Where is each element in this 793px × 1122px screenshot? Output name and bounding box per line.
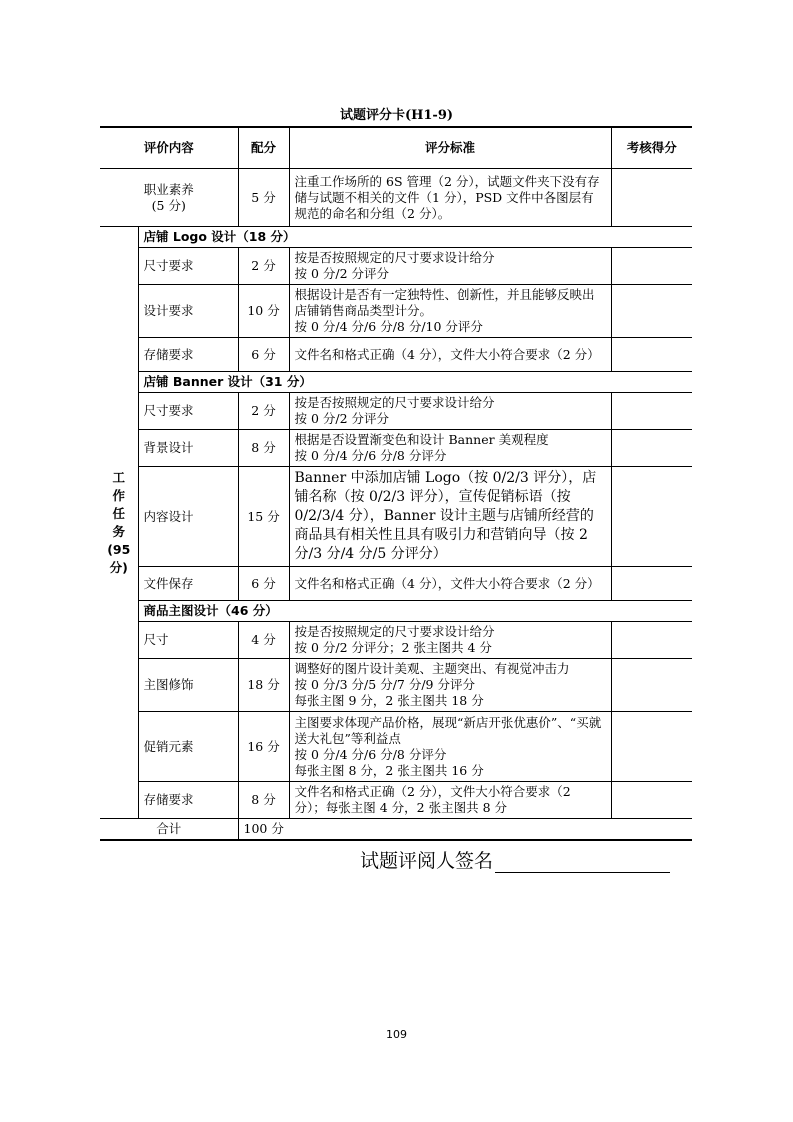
item-standard: 按是否按照规定的尺寸要求设计给分 按 0 分/2 分评分 [289,393,611,430]
item-assess-cell[interactable] [611,430,692,467]
item-score: 6 分 [238,567,289,601]
item-score: 18 分 [238,659,289,712]
item-row [100,467,692,567]
item-name: 尺寸要求 [138,248,238,285]
item-name: 设计要求 [138,285,238,338]
item-assess-cell[interactable] [611,285,692,338]
item-assess-cell[interactable] [611,467,692,567]
work-task-label [100,227,138,819]
header-content: 评价内容 [100,127,238,169]
work-task-label-char: 务 [112,523,125,539]
item-row [100,622,692,659]
item-score: 8 分 [238,782,289,819]
item-score: 2 分 [238,248,289,285]
item-assess-cell[interactable] [611,393,692,430]
total-row [100,819,692,841]
item-standard: 主图要求体现产品价格，展现“新店开张优惠价”、“买就送大礼包”等利益点 按 0 分/4 分/6 分/8 分评分 每张主图 8 分，2 张主图共 16 分 [289,712,611,782]
item-name: 主图修饰 [138,659,238,712]
professional-label: 职业素养 [143,181,194,197]
item-assess-cell[interactable] [611,567,692,601]
work-task-label-char: 分) [109,559,128,575]
item-standard: 按是否按照规定的尺寸要求设计给分 按 0 分/2 分评分；2 张主图共 4 分 [289,622,611,659]
item-row [100,338,692,372]
item-name: 尺寸 [138,622,238,659]
item-name: 存储要求 [138,782,238,819]
header-assess: 考核得分 [611,127,692,169]
professional-assess-cell[interactable] [611,169,692,227]
section-title: 商品主图设计（46 分） [138,601,692,622]
professional-label-cell [100,169,238,227]
professional-label-score: (5 分) [151,197,186,213]
signature-label: 试题评阅人签名 [360,850,494,872]
item-score: 8 分 [238,430,289,467]
work-task-label-char: (95 [107,541,131,557]
section-title: 店铺 Logo 设计（18 分） [138,227,692,248]
signature-area [360,846,670,873]
professional-row [100,169,692,227]
item-name: 文件保存 [138,567,238,601]
header-row [100,127,692,169]
item-name: 促销元素 [138,712,238,782]
item-score: 15 分 [238,467,289,567]
item-assess-cell[interactable] [611,782,692,819]
work-task-label-char: 工 [112,469,125,485]
section-title: 店铺 Banner 设计（31 分） [138,372,692,393]
professional-standard: 注重工作场所的 6S 管理（2 分），试题文件夹下没有存储与试题不相关的文件（1 分），PSD 文件中各图层有规范的命名和分组（2 分）。 [289,169,611,227]
section-header-row [100,601,692,622]
item-assess-cell[interactable] [611,622,692,659]
signature-line[interactable] [495,853,670,873]
page-number: 109 [386,1028,407,1041]
header-standard: 评分标准 [289,127,611,169]
work-task-label-char: 任 [112,505,125,521]
item-row [100,393,692,430]
item-row [100,430,692,467]
item-name: 内容设计 [138,467,238,567]
item-name: 存储要求 [138,338,238,372]
item-standard: 文件名和格式正确（2 分），文件大小符合要求（2 分）；每张主图 4 分，2 张主图共 8 分 [289,782,611,819]
item-standard: 根据设计是否有一定独特性、创新性，并且能够反映出店铺销售商品类型计分。 按 0 分/4 分/6 分/8 分/10 分评分 [289,285,611,338]
item-standard: 调整好的图片设计美观、主题突出、有视觉冲击力 按 0 分/3 分/5 分/7 分/9 分评分 每张主图 9 分，2 张主图共 18 分 [289,659,611,712]
item-standard: 文件名和格式正确（4 分），文件大小符合要求（2 分） [289,338,611,372]
score-card-table [100,126,692,841]
item-standard: 根据是否设置渐变色和设计 Banner 美观程度 按 0 分/4 分/6 分/8 分评分 [289,430,611,467]
item-score: 16 分 [238,712,289,782]
item-row [100,285,692,338]
item-assess-cell[interactable] [611,338,692,372]
item-name: 背景设计 [138,430,238,467]
professional-score: 5 分 [238,169,289,227]
header-score: 配分 [238,127,289,169]
item-score: 6 分 [238,338,289,372]
section-header-row [100,227,692,248]
item-score: 10 分 [238,285,289,338]
section-header-row [100,372,692,393]
item-standard: 文件名和格式正确（4 分），文件大小符合要求（2 分） [289,567,611,601]
item-row [100,712,692,782]
item-assess-cell[interactable] [611,712,692,782]
work-task-label-char: 作 [112,487,125,503]
item-score: 4 分 [238,622,289,659]
item-assess-cell[interactable] [611,248,692,285]
item-row [100,248,692,285]
item-standard: 按是否按照规定的尺寸要求设计给分 按 0 分/2 分评分 [289,248,611,285]
item-standard: Banner 中添加店铺 Logo（按 0/2/3 评分），店铺名称（按 0/2/3 评分），宣传促销标语（按 0/2/3/4 分），Banner 设计主题与店铺所经营的商品具有相关性且具有吸引力和营销向导（按 2 分/3 分/4 分/5 分评分） [289,467,611,567]
item-name: 尺寸要求 [138,393,238,430]
item-row [100,567,692,601]
item-score: 2 分 [238,393,289,430]
total-score: 100 分 [238,819,692,841]
item-row [100,659,692,712]
total-label: 合计 [100,819,238,841]
item-row [100,782,692,819]
document-title: 试题评分卡(H1-9) [339,108,454,123]
item-assess-cell[interactable] [611,659,692,712]
